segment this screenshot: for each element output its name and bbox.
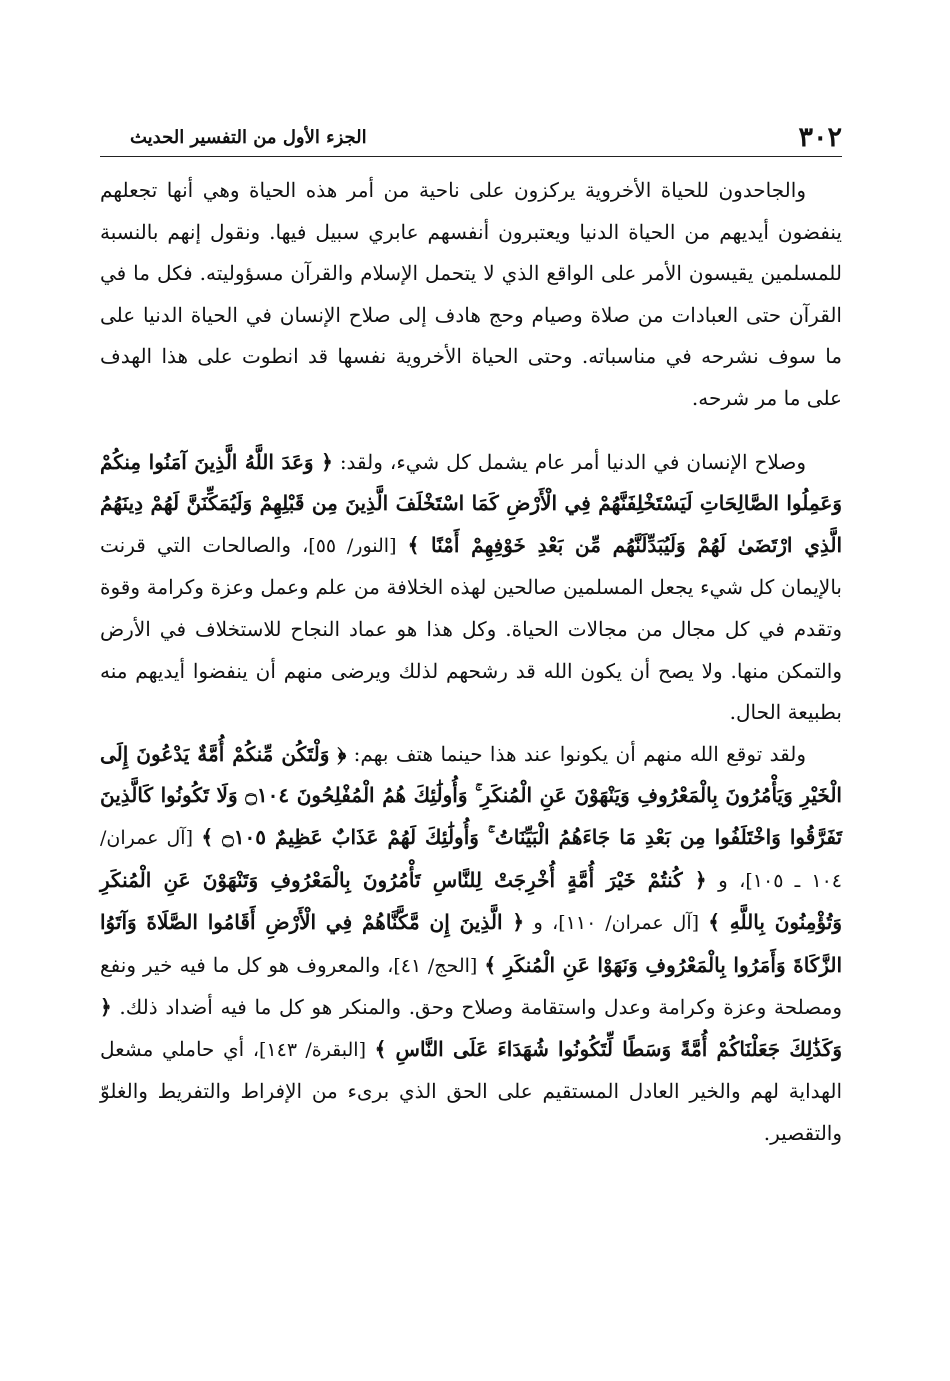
page-number: ٣٠٢ [798,121,842,153]
quran-verse-4: ﴿ الَّذِينَ إِن مَّكَّنَّاهُمْ فِي الْأَرْضِ أَقَامُوا الصَّلَاةَ وَآتَوُا الزَّكَاةَ وَأَمَرُوا بِالْمَعْرُوفِ وَنَهَوْا عَنِ الْمُنكَرِ ﴾ [100,910,843,977]
verse-reference-1: [النور/ ٥٥]، [302,534,397,557]
verse-reference-5: [البقرة/ ١٤٣]، [252,1038,366,1061]
paragraph-2-body: والصالحات التي قرنت بالإيمان كل شيء يجعل المسلمين صالحين لهذه الخلافة من علم وعمل وعزة وكرامة وقوة وتقدم في كل مجال من مجالات الحياة. وكل هذا هو عماد النجاح للاستخلاف في الأرض والتمكن منها. ولا يصح أن يكون الله قد رشحهم لذلك ويرضى منهم أن ينفضوا أيديهم منه بطبيعة الحال. [100,532,842,725]
paragraph-2 [100,442,842,734]
paragraph-3-intro: ولقد توقع الله منهم أن يكونوا عند هذا حينما هتف بهم: [353,741,806,766]
running-title: الجزء الأول من التفسير الحديث [130,126,367,148]
paragraph-1 [100,170,842,420]
paragraph-2-intro: وصلاح الإنسان في الدنيا أمر عام يشمل كل شيء، ولقد: [339,449,807,474]
page-body [100,170,842,1155]
conjunction-1: و [718,867,728,892]
quran-verse-2: ﴿ وَلْتَكُن مِّنكُمْ أُمَّةٌ يَدْعُونَ إِلَى الْخَيْرِ وَيَأْمُرُونَ بِالْمَعْرُوفِ وَيَنْهَوْنَ عَنِ الْمُنكَرِ ۚ وَأُولَٰئِكَ هُمُ الْمُفْلِحُونَ ۝١٠٤ وَلَا تَكُونُوا كَالَّذِينَ تَفَرَّقُوا وَاخْتَلَفُوا مِن بَعْدِ مَا جَاءَهُمُ الْبَيِّنَاتُ ۚ وَأُولَٰئِكَ لَهُمْ عَذَابٌ عَظِيمٌ ۝١٠٥ ﴾ [100,741,843,849]
verse-reference-2: [آل عمران/ ١٠٤ ـ ١٠٥]، [100,826,842,892]
header-rule [100,156,842,157]
quran-verse-5: ﴿ وَكَذَٰلِكَ جَعَلْنَاكُمْ أُمَّةً وَسَطًا لِّتَكُونُوا شُهَدَاءَ عَلَى النَّاسِ ﴾ [100,995,842,1061]
paragraph-3-body: والمعروف هو كل ما فيه خير ونفع ومصلحة وعزة وكرامة وعدل واستقامة وصلاح وحق. والمنكر هو كل ما فيه أضداد ذلك. [100,952,842,1020]
quran-verse-1: ﴿ وَعَدَ اللَّهُ الَّذِينَ آمَنُوا مِنكُمْ وَعَمِلُوا الصَّالِحَاتِ لَيَسْتَخْلِفَنَّهُمْ فِي الْأَرْضِ كَمَا اسْتَخْلَفَ الَّذِينَ مِن قَبْلِهِمْ وَلَيُمَكِّنَنَّ لَهُمْ دِينَهُمُ الَّذِي ارْتَضَىٰ لَهُمْ وَلَيُبَدِّلَنَّهُم مِّن بَعْدِ خَوْفِهِمْ أَمْنًا ﴾ [100,449,842,557]
page-header [100,118,842,156]
quran-verse-3: ﴿ كُنتُمْ خَيْرَ أُمَّةٍ أُخْرِجَتْ لِلنَّاسِ تَأْمُرُونَ بِالْمَعْرُوفِ وَتَنْهَوْنَ عَنِ الْمُنكَرِ وَتُؤْمِنُونَ بِاللَّهِ ﴾ [100,867,843,935]
conjunction-2: و [533,910,543,935]
paragraph-1-text: والجاحدون للحياة الأخروية يركزون على ناحية من أمر هذه الحياة وهي أنها تجعلهم ينفضون أيديهم من الحياة الدنيا ويعتبرون أنفسهم عابري سبيل فيها. ونقول إنهم بالنسبة للمسلمين يقيسون الأمر على الواقع الذي لا يتحمل الإسلام والقرآن مسؤوليته. فكل ما في القرآن حتى العبادات من صلاة وصيام وحج هادف إلى صلاح الإنسان في الحياة الدنيا على ما سوف نشرحه في مناسباته. وحتى الحياة الأخروية نفسها قد انطوت على هذا الهدف على ما مر شرحه. [100,178,843,410]
paragraph-3 [100,734,842,1155]
paragraph-3-end: أي حاملي مشعل الهداية لهم والخير العادل المستقيم على الحق الذي برىء من الإفراط والتفريط والغلوّ والتقصير. [100,1036,842,1146]
verse-reference-4: [الحج/ ٤١]، [387,954,478,977]
verse-reference-3: [آل عمران/ ١١٠]، [552,912,700,935]
